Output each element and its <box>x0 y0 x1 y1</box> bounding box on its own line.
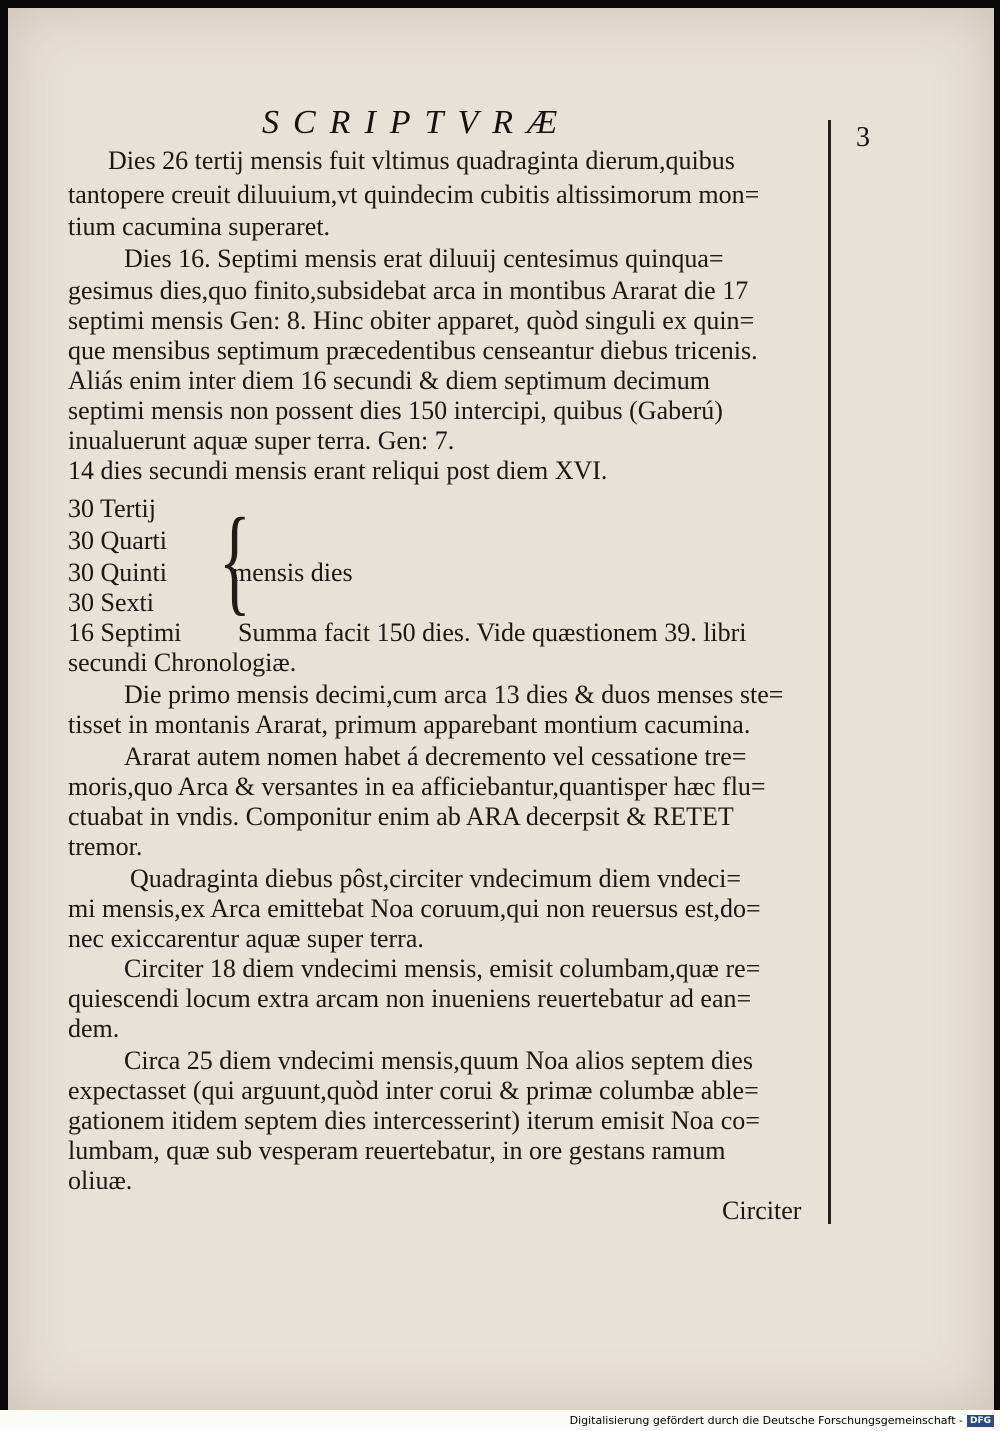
text-line: inualuerunt aquæ super terra. Gen: 7. <box>68 426 455 455</box>
text-line: Dies 26 tertij mensis fuit vltimus quadraginta dierum,quibus <box>108 146 735 175</box>
brace-label: mensis dies <box>232 558 353 587</box>
footer <box>570 1414 994 1427</box>
month-row: 16 Septimi <box>68 618 182 647</box>
text-line: Circa 25 diem vndecimi mensis,quum Noa alios septem dies <box>124 1046 753 1075</box>
page-number: 3 <box>856 122 870 153</box>
text-line: que mensibus septimum præcedentibus censeantur diebus tricenis. <box>68 336 758 365</box>
text-line: Summa facit 150 dies. Vide quæstionem 39. libri <box>238 618 747 647</box>
text-line: dem. <box>68 1014 120 1043</box>
text-line: tantopere creuit diluuium,vt quindecim cubitis altissimorum mon= <box>68 180 760 209</box>
text-line: nec exiccarentur aquæ super terra. <box>68 924 424 953</box>
text-line: oliuæ. <box>68 1166 133 1195</box>
month-row: 30 Tertij <box>68 494 156 523</box>
text-line: Die primo mensis decimi,cum arca 13 dies & duos menses ste= <box>124 680 784 709</box>
text-line: septimi mensis Gen: 8. Hinc obiter apparet, quòd singuli ex quin= <box>68 306 755 335</box>
text-line: ctuabat in vndis. Componitur enim ab ARA decerpsit & RETET <box>68 802 734 831</box>
footer-text: Digitalisierung gefördert durch die Deutsche Forschungsgemeinschaft - <box>569 1414 963 1427</box>
catchword: Circiter <box>722 1196 802 1225</box>
text-line: 14 dies secundi mensis erant reliqui post diem XVI. <box>68 456 608 485</box>
text-line: quiescendi locum extra arcam non inueniens reuertebatur ad ean= <box>68 984 752 1013</box>
text-line: Dies 16. Septimi mensis erat diluuij centesimus quinqua= <box>124 244 724 273</box>
text-line: moris,quo Arca & versantes in ea afficiebantur,quantisper hæc flu= <box>68 772 766 801</box>
text-line: Ararat autem nomen habet á decremento vel cessatione tre= <box>124 742 747 771</box>
text-line: mi mensis,ex Arca emittebat Noa coruum,qui non reuersus est,do= <box>68 894 761 923</box>
running-head: SCRIPTVRÆ <box>262 104 572 141</box>
text-line: gationem itidem septem dies intercesserint) iterum emisit Noa co= <box>68 1106 760 1135</box>
text-line: secundi Chronologiæ. <box>68 648 297 677</box>
text-line: lumbam, quæ sub vesperam reuertebatur, in ore gestans ramum <box>68 1136 726 1165</box>
text-line: Circiter 18 diem vndecimi mensis, emisit columbam,quæ re= <box>124 954 761 983</box>
text-line: Aliás enim inter diem 16 secundi & diem septimum decimum <box>68 366 710 395</box>
month-row: 30 Sexti <box>68 588 154 617</box>
text-line: expectasset (qui arguunt,quòd inter corui & primæ columbæ able= <box>68 1076 759 1105</box>
margin-rule <box>828 120 831 1224</box>
text-line: tisset in montanis Ararat, primum apparebant montium cacumina. <box>68 710 751 739</box>
curly-brace-icon: { <box>218 493 251 626</box>
text-line: tium cacumina superaret. <box>68 212 331 241</box>
dfg-logo: DFG <box>967 1415 994 1427</box>
text-line: Quadraginta diebus pôst,circiter vndecimum diem vndeci= <box>130 864 742 893</box>
text-line: gesimus dies,quo finito,subsidebat arca in montibus Ararat die 17 <box>68 276 749 305</box>
text-line: septimi mensis non possent dies 150 intercipi, quibus (Gaberú) <box>68 396 723 425</box>
month-row: 30 Quarti <box>68 526 167 555</box>
month-row: 30 Quinti <box>68 558 167 587</box>
text-line: tremor. <box>68 832 143 861</box>
